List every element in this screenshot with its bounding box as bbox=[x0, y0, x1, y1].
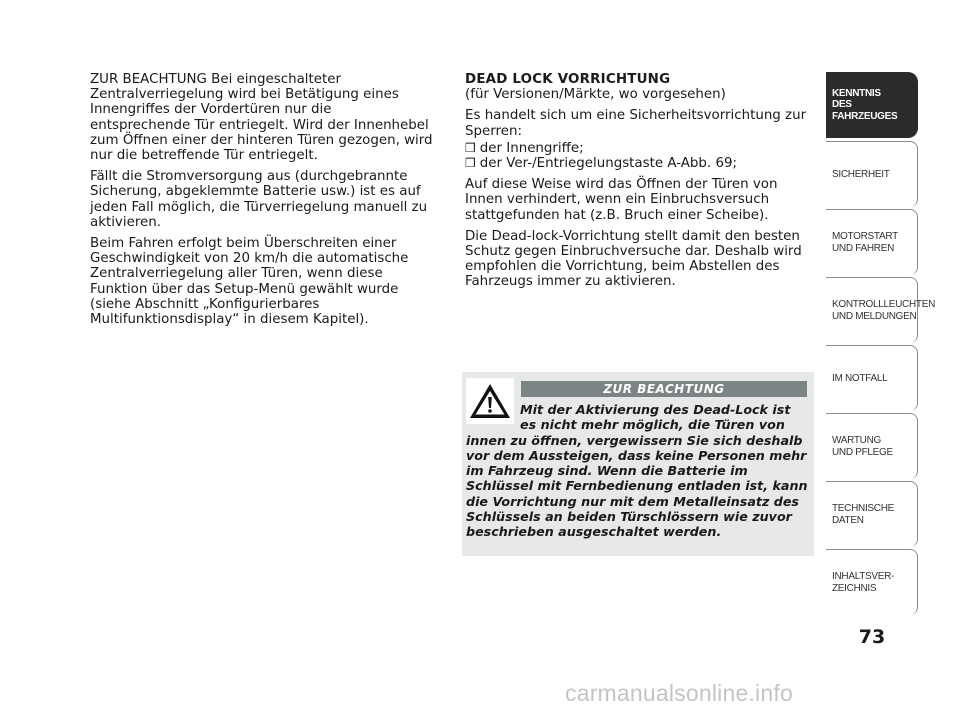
warning-text: Mit der Aktivierung des Dead-Lock ist es nicht mehr möglich, die Türen von innen zu öffnen, vergewissern Sie sich deshalb vor dem Aussteigen, dass keine Personen mehr im Fahrzeug sind. Wenn die Batterie im Schlüssel mit Fernbedienung entladen ist, kann die Vorrichtung nur mit dem Metalleinsatz des Schlüssels an beiden Türschlössern wie zuvor beschrieben ausgeschaltet werden. bbox=[466, 402, 808, 540]
tab-kontrollleuchten-und-meldungen[interactable]: KONTROLLLEUCHTEN UND MELDUNGEN bbox=[826, 277, 918, 343]
tab-kenntnis-des-fahrzeuges[interactable]: KENNTNIS DES FAHRZEUGES bbox=[826, 72, 918, 138]
paragraph-recommendation: Die Dead-lock-Vorrichtung stellt damit den besten Schutz gegen Einbruchversuche dar. Deshalb wird empfohlen die Vorrichtung, beim Abstellen des Fahrzeugs immer zu aktivieren. bbox=[465, 228, 802, 290]
paragraph-auto-lock: Beim Fahren erfolgt beim Überschreiten einer Geschwindigkeit von 20 km/h die automatische Zentralverriegelung aller Türen, wenn diese Funktion über das Setup-Menü gewählt wurde (siehe Abschnitt „Konfigurierbares Multifunktionsdisplay“ in diesem Kapitel). bbox=[90, 236, 409, 328]
checkbox-bullet-icon: ❒ bbox=[465, 156, 476, 171]
warning-box bbox=[462, 372, 814, 556]
bullet-item: ❒ der Ver-/Entriegelungstaste A-Abb. 69; bbox=[465, 156, 737, 172]
tab-wartung-und-pflege[interactable]: WARTUNG UND PFLEGE bbox=[826, 413, 918, 479]
checkbox-bullet-icon: ❒ bbox=[465, 140, 476, 155]
watermark: carmanualsonline.info bbox=[565, 680, 793, 706]
page-number: 73 bbox=[858, 626, 886, 648]
warning-title-bar: ZUR BEACHTUNG bbox=[521, 381, 807, 397]
paragraph-locking-note: ZUR BEACHTUNG Bei eingeschalteter Zentralverriegelung wird bei Betätigung eines Innengriffes der Vordertüren nur die entsprechende Tür entriegelt. Wird der Innenhebel zum Öffnen einer der hinteren Türen gezogen, wird nur die betreffende Tür entriegelt. bbox=[90, 72, 433, 164]
tab-sicherheit[interactable]: SICHERHEIT bbox=[826, 141, 918, 207]
section-heading: DEAD LOCK VORRICHTUNG bbox=[465, 72, 671, 87]
paragraph-power-failure: Fällt die Stromversorgung aus (durchgebrannte Sicherung, abgeklemmte Batterie usw.) ist es auf jeden Fall möglich, die Türverriegelung manuell zu aktivieren. bbox=[90, 169, 428, 230]
right-text-column bbox=[465, 72, 810, 296]
bullet-item: ❒ der Innengriffe; bbox=[465, 140, 584, 156]
section-subheading: (für Versionen/Märkte, wo vorgesehen) bbox=[465, 87, 726, 103]
left-text-column bbox=[90, 72, 435, 333]
paragraph-effect: Auf diese Weise wird das Öffnen der Türen von Innen verhindert, wenn ein Einbruchsversuch stattgefunden hat (z.B. Bruch einer Scheibe). bbox=[465, 177, 778, 223]
tab-motorstart-und-fahren[interactable]: MOTORSTART UND FAHREN bbox=[826, 209, 918, 275]
intro-paragraph: Es handelt sich um eine Sicherheitsvorrichtung zur Sperren: bbox=[465, 108, 807, 139]
tab-im-notfall[interactable]: IM NOTFALL bbox=[826, 345, 918, 411]
tab-inhaltsverzeichnis[interactable]: INHALTSVER- ZEICHNIS bbox=[826, 549, 918, 615]
tab-technische-daten[interactable]: TECHNISCHE DATEN bbox=[826, 481, 918, 547]
